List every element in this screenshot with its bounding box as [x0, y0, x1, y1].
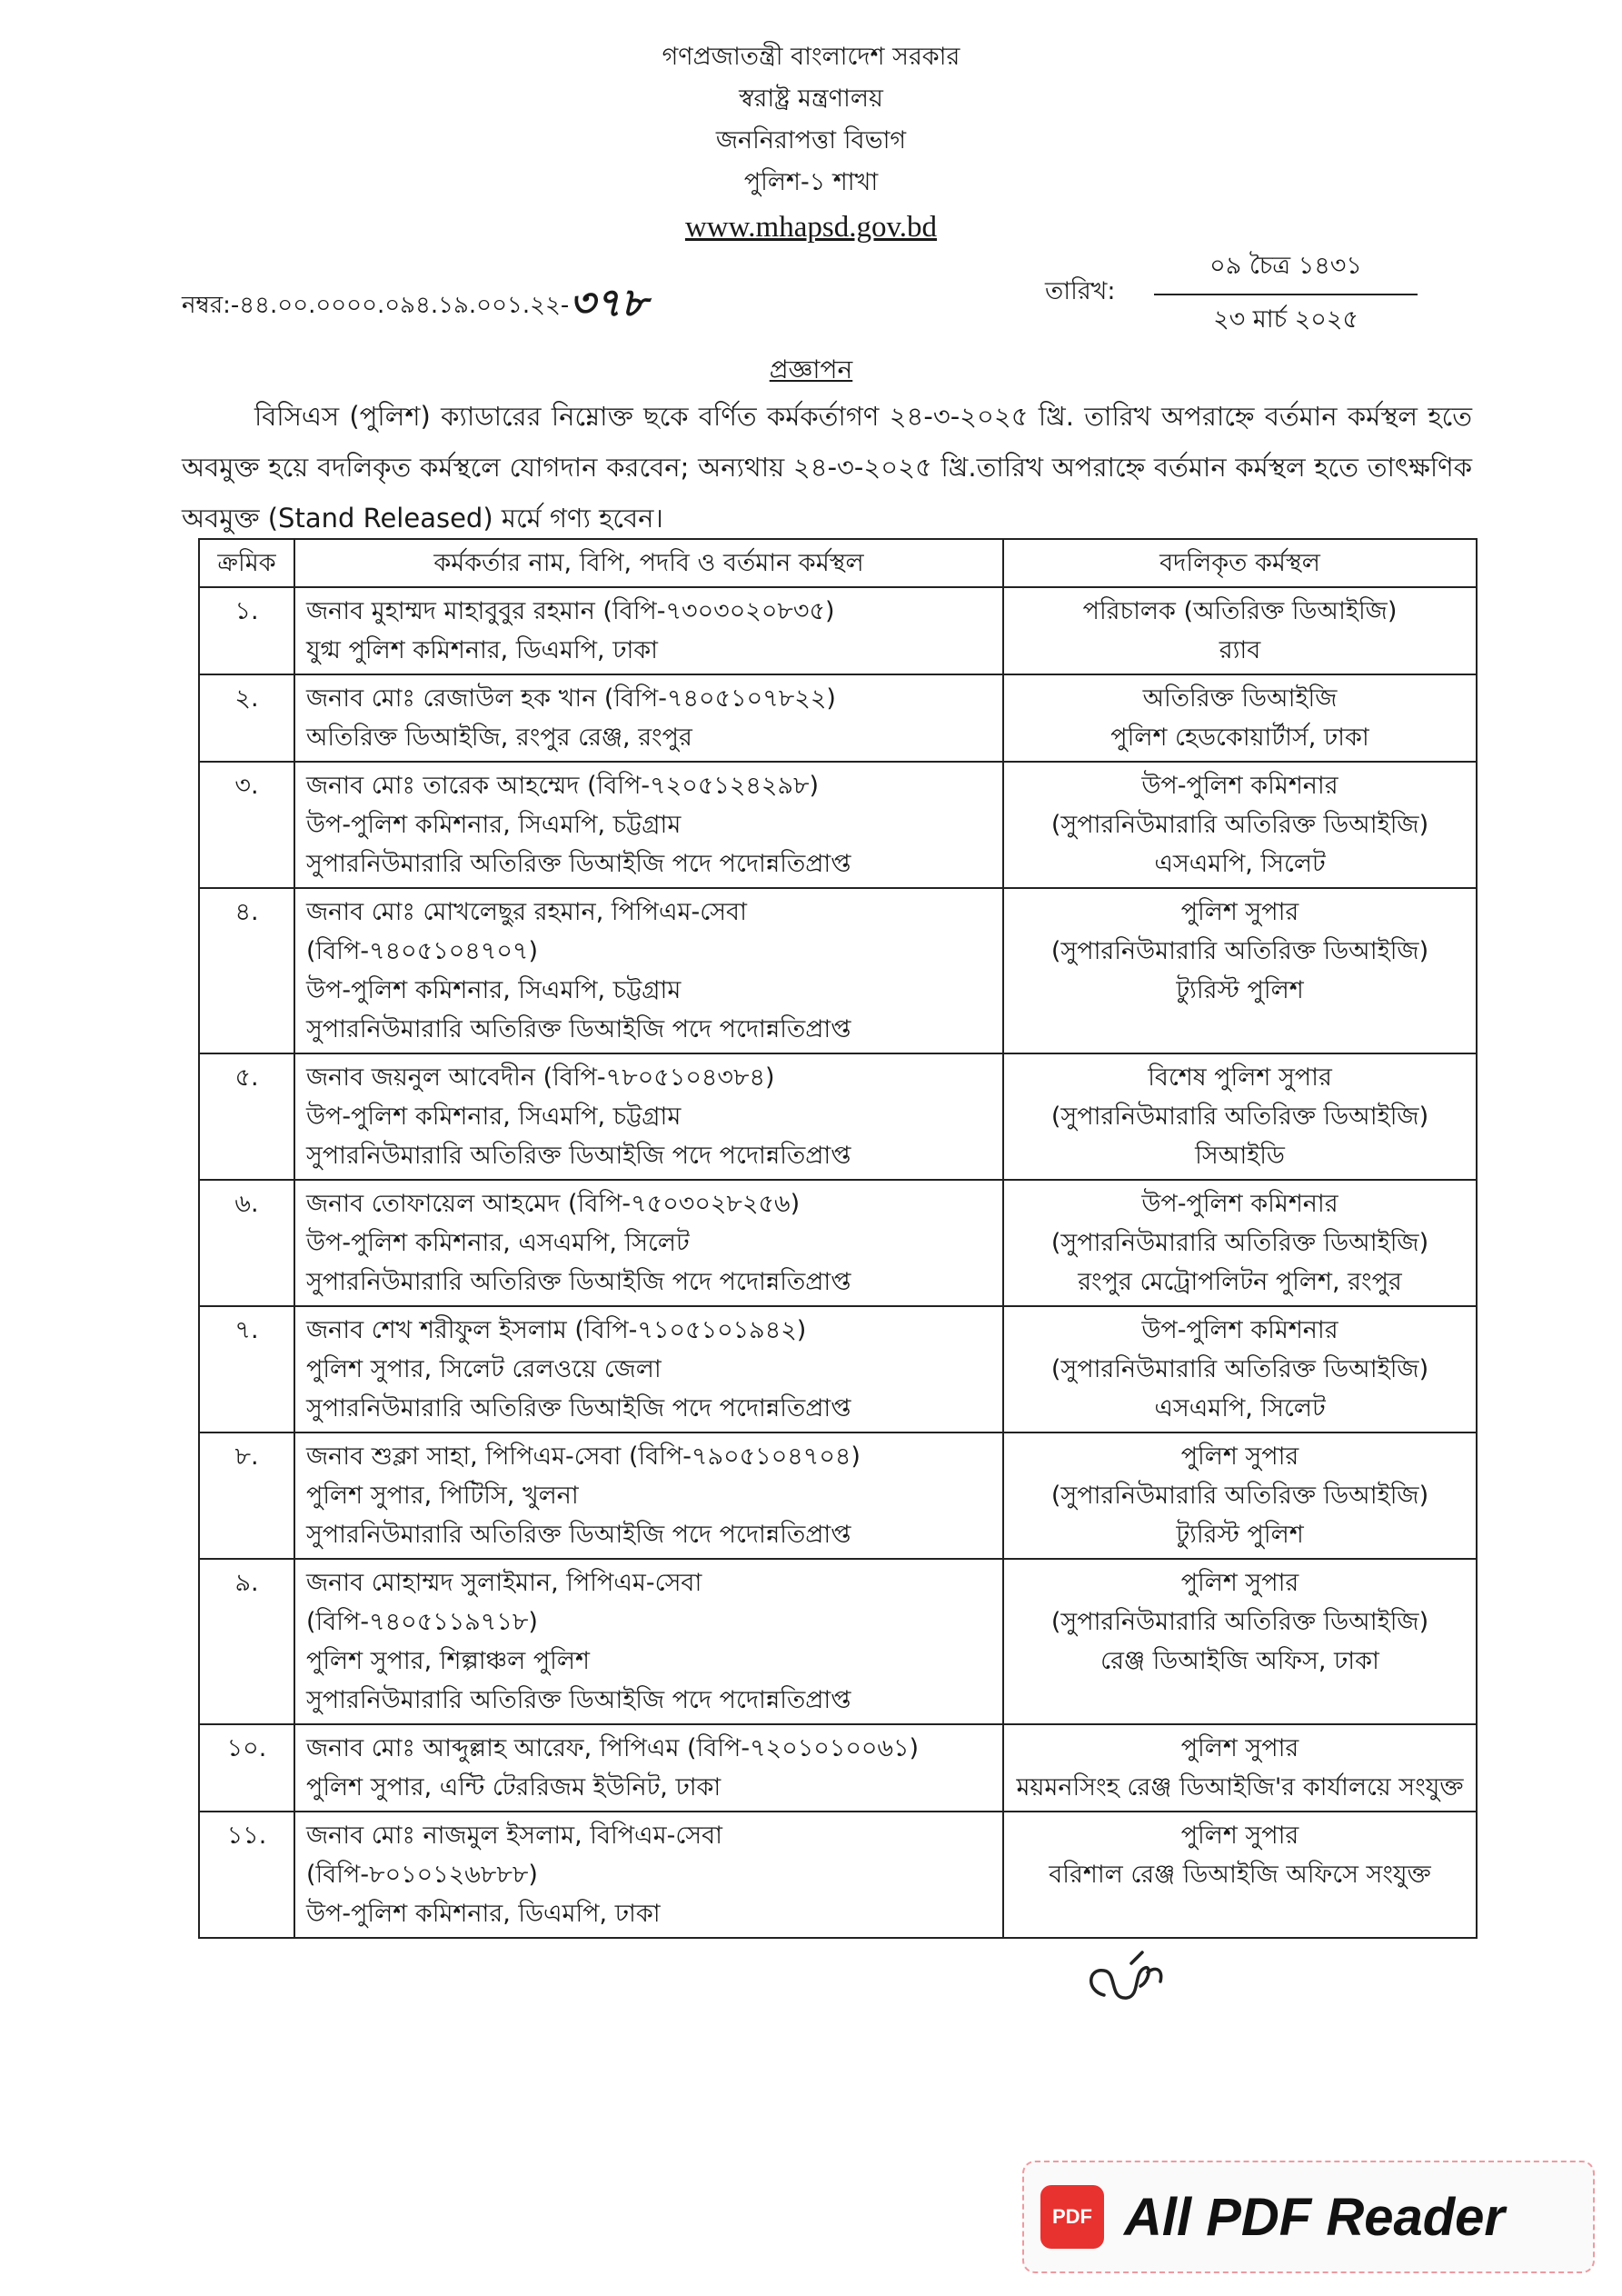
row-officer-details — [294, 1433, 1003, 1559]
row-serial: ৪. — [199, 888, 294, 1053]
gov-name: গণপ্রজাতন্ত্রী বাংলাদেশ সরকার — [662, 43, 960, 71]
row-officer-details — [294, 1724, 1003, 1812]
row-serial: ৭. — [199, 1306, 294, 1433]
officer-detail-line: পুলিশ সুপার, পিটিসি, খুলনা — [306, 1482, 579, 1510]
new-posting-line: এসএমপি, সিলেট — [1154, 1394, 1326, 1423]
table-row — [199, 888, 1477, 1053]
officer-detail-line: জনাব মোঃ রেজাউল হক খান (বিপি-৭৪০৫১০৭৮২২) — [306, 684, 836, 713]
new-posting-line: ট্যুরিস্ট পুলিশ — [1176, 1521, 1304, 1549]
officer-detail-line: জনাব শেখ শরীফুল ইসলাম (বিপি-৭১০৫১০১৯৪২) — [306, 1316, 807, 1344]
officer-detail-line: জনাব মোঃ নাজমুল ইসলাম, বিপিএম-সেবা — [306, 1822, 722, 1850]
new-posting-line: (সুপারনিউমারারি অতিরিক্ত ডিআইজি) — [1050, 1355, 1429, 1383]
date-block — [1154, 247, 1418, 342]
row-serial: ১. — [199, 587, 294, 674]
branch-name: পুলিশ-১ শাখা — [743, 168, 879, 196]
row-new-posting — [1003, 1180, 1477, 1306]
new-posting-line: উপ-পুলিশ কমিশনার — [1141, 1316, 1338, 1344]
new-posting-line: পুলিশ সুপার — [1180, 1569, 1299, 1597]
row-new-posting — [1003, 762, 1477, 888]
header-new-posting: বদলিকৃত কর্মস্থল — [1003, 539, 1477, 587]
officer-detail-line: জনাব মোঃ আব্দুল্লাহ আরেফ, পিপিএম (বিপি-৭২০১০১০০৬১) — [306, 1734, 920, 1762]
new-posting-line: অতিরিক্ত ডিআইজি — [1142, 684, 1338, 713]
division-name: জননিরাপত্তা বিভাগ — [715, 126, 907, 155]
new-posting-line: পুলিশ সুপার — [1180, 1822, 1299, 1850]
reference-number-label: নম্বর:-৪৪.০০.০০০০.০৯৪.১৯.০০১.২২- — [182, 292, 570, 319]
date-bangla: ০৯ চৈত্র ১৪৩১ — [1154, 247, 1418, 295]
officer-detail-line: জনাব শুক্লা সাহা, পিপিএম-সেবা (বিপি-৭৯০৫১০৪৭০৪) — [306, 1442, 861, 1471]
officer-detail-line: উপ-পুলিশ কমিশনার, এসএমপি, সিলেট — [306, 1229, 690, 1257]
new-posting-line: পুলিশ সুপার — [1180, 1442, 1299, 1471]
officer-detail-line: পুলিশ সুপার, শিল্পাঞ্চল পুলিশ — [306, 1647, 590, 1675]
transfer-table — [198, 538, 1478, 1939]
row-new-posting — [1003, 1433, 1477, 1559]
officer-detail-line: উপ-পুলিশ কমিশনার, ডিএমপি, ঢাকা — [306, 1900, 661, 1928]
officer-detail-line: পুলিশ সুপার, এন্টি টেররিজম ইউনিট, ঢাকা — [306, 1773, 721, 1802]
new-posting-line: উপ-পুলিশ কমিশনার — [1141, 772, 1338, 800]
date-label: তারিখ: — [1045, 277, 1116, 305]
officer-detail-line: জনাব তোফায়েল আহমেদ (বিপি-৭৫০৩০২৮২৫৬) — [306, 1190, 801, 1218]
officer-detail-line: সুপারনিউমারারি অতিরিক্ত ডিআইজি পদে পদোন্নতিপ্রাপ্ত — [306, 1394, 851, 1423]
officer-detail-line: সুপারনিউমারারি অতিরিক্ত ডিআইজি পদে পদোন্নতিপ্রাপ্ত — [306, 1686, 851, 1714]
row-new-posting — [1003, 1053, 1477, 1180]
row-serial: ১১. — [199, 1812, 294, 1938]
header-serial: ক্রমিক — [199, 539, 294, 587]
new-posting-line: (সুপারনিউমারারি অতিরিক্ত ডিআইজি) — [1050, 1229, 1429, 1257]
table-row — [199, 1559, 1477, 1724]
watermark-text: All PDF Reader — [1124, 2187, 1505, 2247]
row-serial: ৬. — [199, 1180, 294, 1306]
table-body — [199, 587, 1477, 1938]
officer-detail-line: (বিপি-৭৪০৫১০৪৭০৭) — [306, 937, 539, 965]
officer-detail-line: উপ-পুলিশ কমিশনার, সিএমপি, চট্টগ্রাম — [306, 811, 682, 839]
table-row — [199, 587, 1477, 674]
row-new-posting — [1003, 888, 1477, 1053]
watermark-banner — [1022, 2161, 1595, 2273]
officer-detail-line: উপ-পুলিশ কমিশনার, সিএমপি, চট্টগ্রাম — [306, 976, 682, 1004]
officer-detail-line: সুপারনিউমারারি অতিরিক্ত ডিআইজি পদে পদোন্নতিপ্রাপ্ত — [306, 1015, 851, 1043]
officer-detail-line: অতিরিক্ত ডিআইজি, রংপুর রেঞ্জ, রংপুর — [306, 724, 692, 752]
row-new-posting — [1003, 1812, 1477, 1938]
table-row — [199, 1812, 1477, 1938]
new-posting-line: পুলিশ হেডকোয়ার্টার্স, ঢাকা — [1110, 724, 1369, 752]
officer-detail-line: উপ-পুলিশ কমিশনার, সিএমপি, চট্টগ্রাম — [306, 1103, 682, 1131]
officer-detail-line: জনাব মুহাম্মদ মাহাবুবুর রহমান (বিপি-৭৩০৩০২০৮৩৫) — [306, 597, 835, 625]
new-posting-line: র‍্যাব — [1219, 636, 1261, 664]
new-posting-line: (সুপারনিউমারারি অতিরিক্ত ডিআইজি) — [1050, 1103, 1429, 1131]
officer-detail-line: জনাব জয়নুল আবেদীন (বিপি-৭৮০৫১০৪৩৮৪) — [306, 1063, 775, 1092]
notice-title — [0, 350, 1622, 393]
officer-detail-line: পুলিশ সুপার, সিলেট রেলওয়ে জেলা — [306, 1355, 662, 1383]
new-posting-line: পুলিশ সুপার — [1180, 898, 1299, 926]
row-officer-details — [294, 762, 1003, 888]
officer-detail-line: জনাব মোঃ তারেক আহম্মেদ (বিপি-৭২০৫১২৪২৯৮) — [306, 772, 820, 800]
notice-body — [182, 391, 1472, 544]
new-posting-line: এসএমপি, সিলেট — [1154, 850, 1326, 878]
new-posting-line: পরিচালক (অতিরিক্ত ডিআইজি) — [1082, 597, 1398, 625]
row-officer-details — [294, 674, 1003, 762]
table-header-row — [199, 539, 1477, 587]
new-posting-line: (সুপারনিউমারারি অতিরিক্ত ডিআইজি) — [1050, 811, 1429, 839]
row-officer-details — [294, 888, 1003, 1053]
row-officer-details — [294, 1812, 1003, 1938]
officer-detail-line: জনাব মোহাম্মদ সুলাইমান, পিপিএম-সেবা — [306, 1569, 702, 1597]
new-posting-line: (সুপারনিউমারারি অতিরিক্ত ডিআইজি) — [1050, 937, 1429, 965]
table-row — [199, 1053, 1477, 1180]
officer-detail-line: জনাব মোঃ মোখলেছুর রহমান, পিপিএম-সেবা — [306, 898, 747, 926]
reference-number-handwritten: ৩৭৮ — [569, 280, 648, 326]
row-new-posting — [1003, 1306, 1477, 1433]
row-officer-details — [294, 1306, 1003, 1433]
row-serial: ১০. — [199, 1724, 294, 1812]
new-posting-line: সিআইডি — [1195, 1142, 1285, 1170]
header-officer: কর্মকর্তার নাম, বিপি, পদবি ও বর্তমান কর্মস্থল — [294, 539, 1003, 587]
new-posting-line: উপ-পুলিশ কমিশনার — [1141, 1190, 1338, 1218]
officer-detail-line: সুপারনিউমারারি অতিরিক্ত ডিআইজি পদে পদোন্নতিপ্রাপ্ত — [306, 1142, 851, 1170]
row-new-posting — [1003, 1559, 1477, 1724]
website-url: www.mhapsd.gov.bd — [684, 211, 938, 244]
row-serial: ৩. — [199, 762, 294, 888]
row-new-posting — [1003, 587, 1477, 674]
officer-detail-line: সুপারনিউমারারি অতিরিক্ত ডিআইজি পদে পদোন্নতিপ্রাপ্ত — [306, 850, 851, 878]
reference-number — [182, 273, 647, 339]
table-row — [199, 1433, 1477, 1559]
new-posting-line: ট্যুরিস্ট পুলিশ — [1176, 976, 1304, 1004]
table-row — [199, 1306, 1477, 1433]
row-new-posting — [1003, 674, 1477, 762]
table-row — [199, 1724, 1477, 1812]
row-serial: ২. — [199, 674, 294, 762]
date-gregorian: ২৩ মার্চ ২০২৫ — [1213, 305, 1358, 334]
officer-detail-line: সুপারনিউমারারি অতিরিক্ত ডিআইজি পদে পদোন্নতিপ্রাপ্ত — [306, 1521, 851, 1549]
document-header — [0, 36, 1622, 251]
signature — [1077, 1945, 1177, 2018]
officer-detail-line: (বিপি-৭৪০৫১১৯৭১৮) — [306, 1608, 538, 1636]
row-serial: ৫. — [199, 1053, 294, 1180]
new-posting-line: বরিশাল রেঞ্জ ডিআইজি অফিসে সংযুক্ত — [1049, 1861, 1431, 1889]
new-posting-line: রেঞ্জ ডিআইজি অফিস, ঢাকা — [1100, 1647, 1379, 1675]
ministry-name: স্বরাষ্ট্র মন্ত্রণালয় — [739, 85, 883, 113]
table-row — [199, 674, 1477, 762]
notice-body-text: বিসিএস (পুলিশ) ক্যাডারের নিম্নোক্ত ছকে বর্ণিত কর্মকর্তাগণ ২৪-৩-২০২৫ খ্রি. তারিখ অপরাহ্নে বর্তমান কর্মস্থল হতে অবমুক্ত হয়ে বদলিকৃত কর্মস্থলে যোগদান করবেন; অন্যথায় ২৪-৩-২০২৫ খ্রি.তারিখ অপরাহ্নে বর্তমান কর্মস্থল হতে তাৎক্ষণিক অবমুক্ত (Stand Released) মর্মে গণ্য হবেন। — [182, 401, 1472, 534]
new-posting-line: বিশেষ পুলিশ সুপার — [1148, 1063, 1332, 1092]
new-posting-line: রংপুর মেট্রোপলিটন পুলিশ, রংপুর — [1078, 1268, 1402, 1296]
officer-detail-line: যুগ্ম পুলিশ কমিশনার, ডিএমপি, ঢাকা — [306, 636, 659, 664]
officer-detail-line: (বিপি-৮০১০১২৬৮৮৮) — [306, 1861, 538, 1889]
table-row — [199, 762, 1477, 888]
row-serial: ৮. — [199, 1433, 294, 1559]
new-posting-line: ময়মনসিংহ রেঞ্জ ডিআইজি'র কার্যালয়ে সংযুক্ত — [1016, 1773, 1464, 1802]
pdf-icon: PDF — [1040, 2185, 1104, 2249]
officer-detail-line: সুপারনিউমারারি অতিরিক্ত ডিআইজি পদে পদোন্নতিপ্রাপ্ত — [306, 1268, 851, 1296]
row-officer-details — [294, 1559, 1003, 1724]
new-posting-line: পুলিশ সুপার — [1180, 1734, 1299, 1762]
notice-title-text: প্রজ্ঞাপন — [769, 354, 853, 384]
row-officer-details — [294, 587, 1003, 674]
table-row — [199, 1180, 1477, 1306]
row-officer-details — [294, 1053, 1003, 1180]
row-officer-details — [294, 1180, 1003, 1306]
new-posting-line: (সুপারনিউমারারি অতিরিক্ত ডিআইজি) — [1050, 1482, 1429, 1510]
row-new-posting — [1003, 1724, 1477, 1812]
new-posting-line: (সুপারনিউমারারি অতিরিক্ত ডিআইজি) — [1050, 1608, 1429, 1636]
row-serial: ৯. — [199, 1559, 294, 1724]
